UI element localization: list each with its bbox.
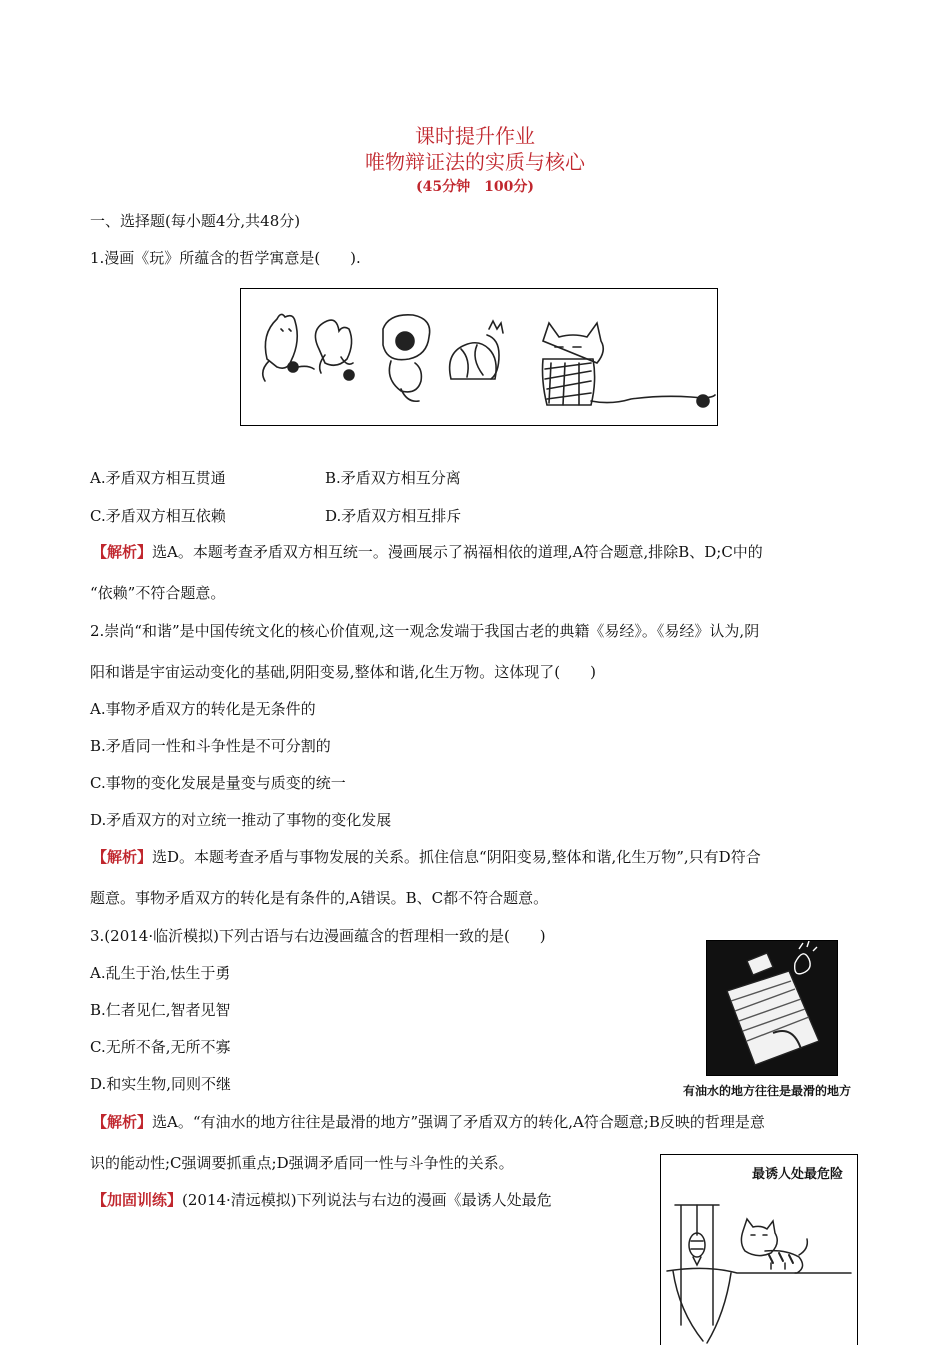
q1-analysis-cont: “依赖”不符合题意。 [90,584,226,602]
training-cartoon-title: 最诱人处最危险 [751,1167,843,1182]
analysis-tag: 【解析】 [92,543,153,561]
q1-option-c: C.矛盾双方相互依赖 [90,507,226,525]
doc-title: 课时提升作业 [415,124,535,148]
training-tag: 【加固训练】 [92,1191,183,1209]
q2-option-c: C.事物的变化发展是量变与质变的统一 [90,774,346,792]
q1-option-d: D.矛盾双方相互排斥 [325,507,462,525]
q3-cartoon [706,940,838,1076]
q1-analysis-text: 选A。本题考查矛盾双方相互统一。漫画展示了祸福相依的道理,A符合题意,排除B、D;C中的 [152,543,763,561]
q2-analysis-text: 选D。本题考查矛盾与事物发展的关系。抓住信息“阴阳变易,整体和谐,化生万物”,只有D符合 [152,848,761,866]
q2-option-a: A.事物矛盾双方的转化是无条件的 [90,700,316,718]
cat-and-yarn-cartoon [241,289,717,425]
doc-meta: (45分钟 100分) [416,179,534,195]
banknote-stack-cartoon [707,941,837,1075]
q2-option-d: D.矛盾双方的对立统一推动了事物的变化发展 [90,811,392,829]
q3-cartoon-caption: 有油水的地方往往是最滑的地方 [683,1084,852,1098]
q2-option-b: B.矛盾同一性和斗争性是不可分割的 [90,737,331,755]
q3-option-b: B.仁者见仁,智者见智 [90,1001,231,1019]
q1-cartoon [240,288,718,426]
doc-subtitle: 唯物辩证法的实质与核心 [365,150,585,174]
analysis-tag: 【解析】 [92,848,153,866]
training-text: (2014·清远模拟)下列说法与右边的漫画《最诱人处最危 [182,1191,552,1209]
q2-stem-line1: 2.崇尚“和谐”是中国传统文化的核心价值观,这一观念发端于我国古老的典籍《易经》。《易经》认为,阴 [90,622,760,640]
training-cartoon [660,1154,858,1345]
q2-analysis-cont: 题意。事物矛盾双方的转化是有条件的,A错误。B、C都不符合题意。 [90,889,549,907]
q3-option-a: A.乱生于治,怯生于勇 [90,964,231,982]
q3-option-c: C.无所不备,无所不寡 [90,1038,231,1056]
q3-analysis [92,1111,765,1132]
q3-option-d: D.和实生物,同则不继 [90,1075,232,1093]
q2-analysis [92,846,761,867]
q2-stem-line2: 阳和谐是宇宙运动变化的基础,阴阳变易,整体和谐,化生万物。这体现了( ) [90,663,597,681]
q3-stem: 3.(2014·临沂模拟)下列古语与右边漫画蕴含的哲理相一致的是( ) [90,927,546,945]
fish-trap-cat-cartoon [661,1155,857,1345]
q1-option-a: A.矛盾双方相互贯通 [90,469,226,487]
analysis-tag: 【解析】 [92,1113,153,1131]
q1-stem: 1.漫画《玩》所蕴含的哲学寓意是( ). [90,249,361,267]
q1-analysis [92,541,763,562]
q3-analysis-text: 选A。“有油水的地方往往是最滑的地方”强调了矛盾双方的转化,A符合题意;B反映的哲理是意 [152,1113,765,1131]
training-line [92,1189,552,1210]
q1-option-b: B.矛盾双方相互分离 [325,469,461,487]
q3-analysis-cont: 识的能动性;C强调要抓重点;D强调矛盾同一性与斗争性的关系。 [90,1154,514,1172]
section-heading: 一、选择题(每小题4分,共48分) [90,212,301,230]
